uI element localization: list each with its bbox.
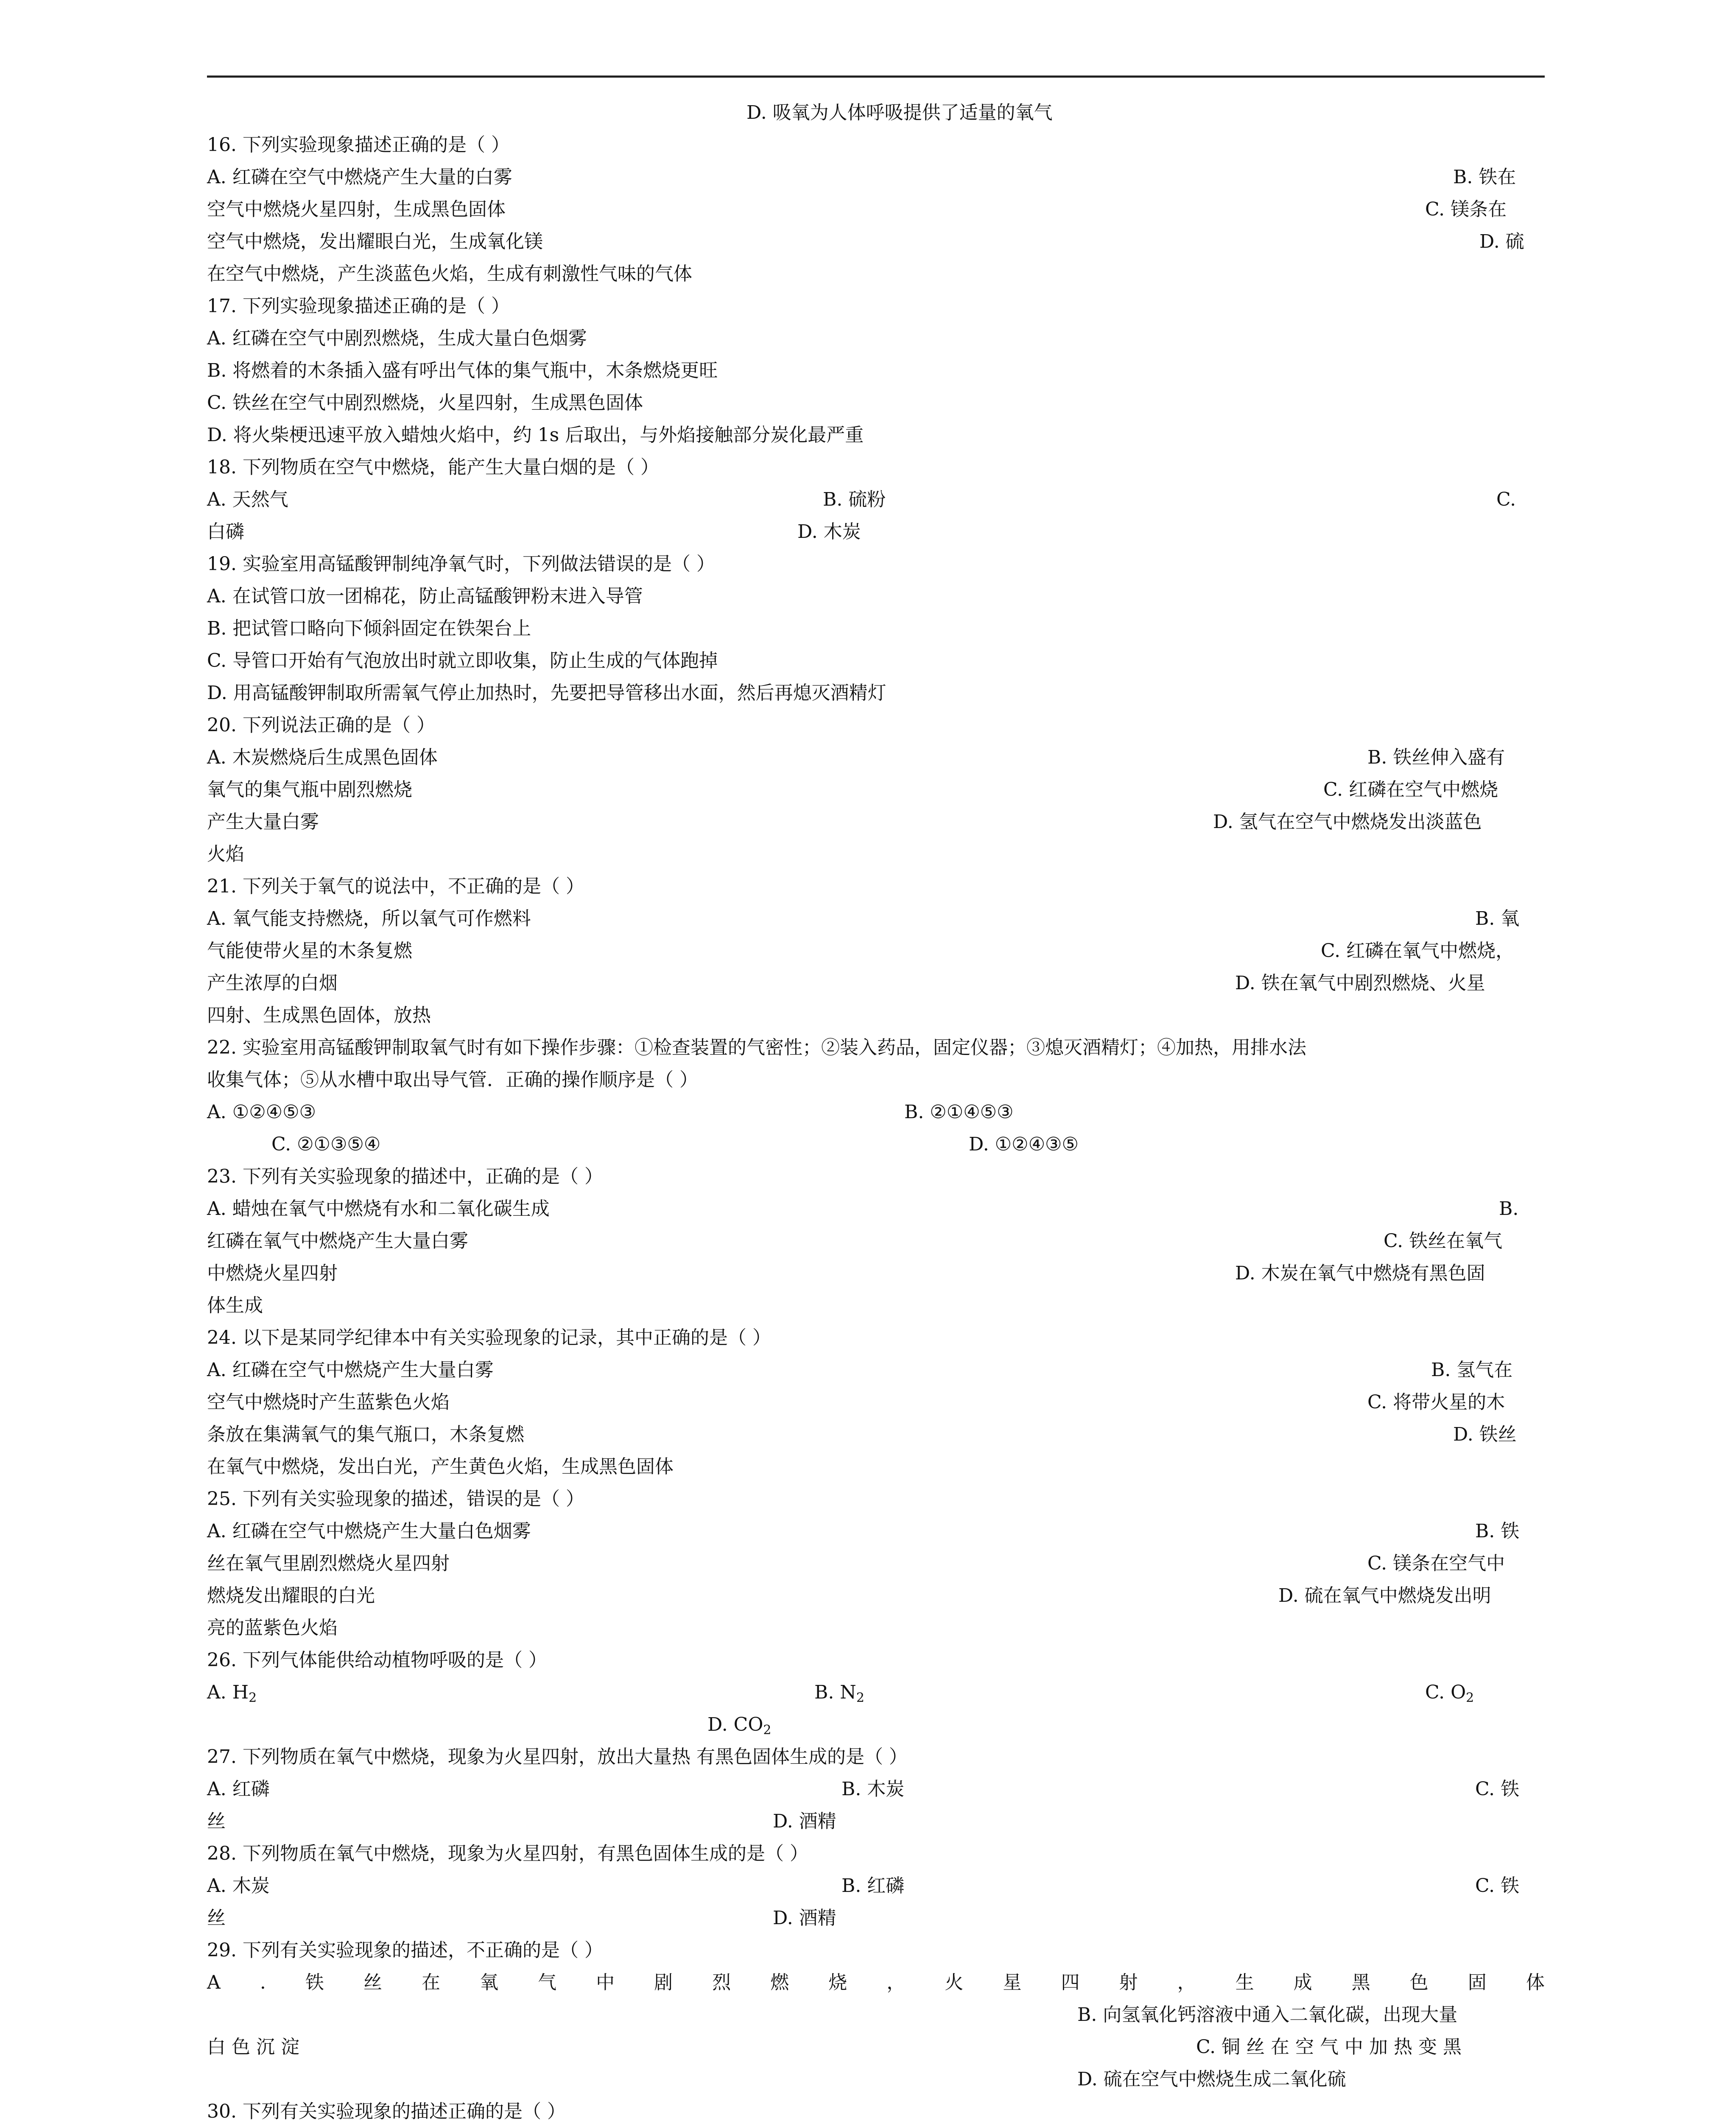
text-segment: A. 红磷在空气中燃烧产生大量白雾 [207,1359,494,1381]
text-segment: B. 硫粉 [823,489,886,510]
text-segment: 条放在集满氧气的集气瓶口，木条复燃 [207,1424,524,1445]
text-line [207,2031,1545,2063]
text-segment: D. 木炭在氧气中燃烧有黑色固 [1235,1262,1485,1284]
text-segment: C. 导管口开始有气泡放出时就立即收集，防止生成的气体跑掉 [207,650,718,672]
text-segment: D. 氢气在空气中燃烧发出淡蓝色 [1213,811,1482,833]
text-line [207,1741,1545,1773]
text-segment: D. 用高锰酸钾制取所需氧气停止加热时，先要把导管移出水面，然后再熄灭酒精灯 [207,682,886,704]
text-line [207,355,1545,387]
text-line [207,516,1545,548]
text-segment: 24. 以下是某同学纪律本中有关实验现象的记录，其中正确的是（ ） [207,1327,771,1349]
text-segment: 在氧气中燃烧，发出白光，产生黄色火焰，生成黑色固体 [207,1456,674,1477]
text-segment: 17. 下列实验现象描述正确的是（ ） [207,295,510,317]
text-line [207,1451,1545,1483]
text-line [207,870,1545,903]
text-line [207,451,1545,484]
text-line [207,1967,1545,1999]
text-line [207,226,1545,258]
text-line [207,1483,1545,1515]
text-segment: 氧气的集气瓶中剧烈燃烧 [207,779,412,800]
justified-text: A . 铁 丝 在 氧 气 中 剧 烈 燃 烧 ， 火 星 四 射 ， 生 成 黑 色 固 体 [207,1972,1545,1993]
text-segment: C. 铁 [1475,1875,1520,1897]
text-segment: C. 铁丝在氧气 [1384,1230,1503,1252]
text-line [207,1419,1545,1451]
text-segment: 29. 下列有关实验现象的描述，不正确的是（ ） [207,1939,603,1961]
text-line [207,1902,1545,1934]
text-line [207,1257,1545,1290]
text-segment: 火焰 [207,843,244,865]
text-segment: D. 硫在氧气中燃烧发出明 [1278,1585,1491,1606]
text-segment: B. 铁 [1475,1520,1520,1542]
text-segment: 产生大量白雾 [207,811,319,833]
text-segment: C. 镁条在 [1425,199,1507,220]
text-line [207,193,1545,226]
text-line [207,645,1545,677]
text-line [207,1612,1545,1644]
text-segment: D. ①②④③⑤ [969,1133,1079,1155]
text-segment: A. 氧气能支持燃烧，所以氧气可作燃料 [207,908,531,929]
text-segment: 空气中燃烧，发出耀眼白光，生成氧化镁 [207,231,543,252]
text-segment: 27. 下列物质在氧气中燃烧，现象为火星四射，放出大量热 有黑色固体生成的是（ ） [207,1746,908,1768]
text-line [207,1064,1545,1096]
text-segment: 亮的蓝紫色火焰 [207,1617,338,1639]
text-segment: 丝在氧气里剧烈燃烧火星四射 [207,1553,450,1574]
text-segment: 红磷在氧气中燃烧产生大量白雾 [207,1230,468,1252]
text-segment: B. 把试管口略向下倾斜固定在铁架台上 [207,618,531,639]
text-line [207,1290,1545,1322]
text-segment: 21. 下列关于氧气的说法中，不正确的是（ ） [207,876,584,897]
text-line [207,290,1545,322]
text-segment: 燃烧发出耀眼的白光 [207,1585,375,1606]
text-line [207,1838,1545,1870]
text-segment: B. 红磷 [841,1875,905,1897]
text-segment: D. 硫 [1479,231,1524,252]
text-segment: 气能使带火星的木条复燃 [207,940,412,962]
text-line [207,484,1545,516]
text-segment: A. 红磷在空气中燃烧产生大量的白雾 [207,166,512,188]
text-segment: C. 铜 丝 在 空 气 中 加 热 变 黑 [1196,2036,1462,2058]
text-segment: D. 铁在氧气中剧烈燃烧、火星 [1235,972,1485,994]
text-segment: 四射、生成黑色固体，放热 [207,1005,431,1026]
text-segment: 16. 下列实验现象描述正确的是（ ） [207,134,510,156]
text-line [207,1128,1545,1161]
header-rule [207,76,1545,78]
text-segment: 26. 下列气体能供给动植物呼吸的是（ ） [207,1649,547,1671]
text-line [207,1225,1545,1257]
text-segment: D. 铁丝 [1453,1424,1517,1445]
text-segment: 19. 实验室用高锰酸钾制纯净氧气时，下列做法错误的是（ ） [207,553,715,575]
text-segment: A. $H_2$ [207,1682,257,1705]
text-line [207,1547,1545,1580]
text-line [207,1032,1545,1064]
text-line [207,967,1545,999]
text-line [207,903,1545,935]
text-line [207,1322,1545,1354]
text-segment: D. 酒精 [773,1810,836,1832]
text-segment: 20. 下列说法正确的是（ ） [207,714,435,736]
text-line [207,322,1545,355]
text-line [207,709,1545,742]
text-segment: D. 将火柴梗迅速平放入蜡烛火焰中，约 1s 后取出，与外焰接触部分炭化最严重 [207,424,864,446]
text-line [207,419,1545,451]
text-segment: B. ②①④⑤③ [904,1101,1014,1123]
text-line [207,677,1545,709]
text-line [207,838,1545,870]
text-line [207,999,1545,1032]
text-segment: D. 酒精 [773,1907,836,1929]
text-line [207,1805,1545,1838]
text-segment: B. $N_2$ [814,1682,864,1705]
text-segment: 收集气体；⑤从水槽中取出导气管．正确的操作顺序是（ ） [207,1069,698,1091]
text-segment: 28. 下列物质在氧气中燃烧，现象为火星四射，有黑色固体生成的是（ ） [207,1843,808,1864]
text-segment: 在空气中燃烧，产生淡蓝色火焰，生成有刺激性气味的气体 [207,263,692,285]
text-line [207,774,1545,806]
text-segment: C. ②①③⑤④ [271,1133,381,1155]
text-segment: D. $CO_2$ [707,1714,772,1738]
text-line [207,1580,1545,1612]
text-segment: D. 吸氧为人体呼吸提供了适量的氧气 [746,102,1053,123]
text-segment: 空气中燃烧火星四射，生成黑色固体 [207,199,506,220]
text-line [207,1515,1545,1547]
text-line [207,1870,1545,1902]
text-segment: C. 铁丝在空气中剧烈燃烧，火星四射，生成黑色固体 [207,392,643,414]
text-segment: 空气中燃烧时产生蓝紫色火焰 [207,1391,450,1413]
text-segment: B. 向氢氧化钙溶液中通入二氧化碳，出现大量 [1077,2004,1458,2026]
text-segment: A. 红磷在空气中剧烈燃烧，生成大量白色烟雾 [207,327,587,349]
text-segment: A. 木炭燃烧后生成黑色固体 [207,747,438,768]
text-segment: 23. 下列有关实验现象的描述中，正确的是（ ） [207,1166,603,1187]
text-segment: D. 硫在空气中燃烧生成二氧化硫 [1077,2068,1346,2090]
text-segment: A. 在试管口放一团棉花，防止高锰酸钾粉末进入导管 [207,585,643,607]
text-line [207,935,1545,967]
text-segment: A. 木炭 [207,1875,270,1897]
text-line [207,129,1545,161]
text-segment: C. 红磷在氧气中燃烧， [1321,940,1515,962]
text-segment: B. 木炭 [841,1778,905,1800]
text-line [207,1644,1545,1676]
text-line [207,97,1545,129]
text-segment: B. 氢气在 [1431,1359,1513,1381]
text-line [207,1773,1545,1805]
text-segment: A. 红磷在空气中燃烧产生大量白色烟雾 [207,1520,531,1542]
text-segment: 丝 [207,1810,226,1832]
text-line [207,258,1545,290]
text-line [207,2096,1545,2121]
text-line [207,1193,1545,1225]
text-line [207,580,1545,613]
text-line [207,1386,1545,1419]
text-line [207,1934,1545,1967]
text-segment: A. 蜡烛在氧气中燃烧有水和二氧化碳生成 [207,1198,550,1220]
text-segment: B. 铁丝伸入盛有 [1367,747,1505,768]
text-segment: B. 将燃着的木条插入盛有呼出气体的集气瓶中，木条燃烧更旺 [207,360,718,381]
text-segment: C. 红磷在空气中燃烧 [1323,779,1498,800]
text-line [207,613,1545,645]
text-segment: C. 铁 [1475,1778,1520,1800]
text-segment: C. $O_2$ [1425,1682,1474,1705]
text-segment: 18. 下列物质在空气中燃烧，能产生大量白烟的是（ ） [207,456,659,478]
text-segment: 产生浓厚的白烟 [207,972,338,994]
text-segment: A. 红磷 [207,1778,270,1800]
text-segment: A. 天然气 [207,489,288,510]
text-segment: 中燃烧火星四射 [207,1262,338,1284]
text-segment: C. [1496,489,1516,510]
text-segment: C. 将带火星的木 [1367,1391,1505,1413]
text-line [207,742,1545,774]
text-line [207,161,1545,193]
text-segment: 白 色 沉 淀 [207,2036,299,2058]
text-line [207,806,1545,838]
text-line [207,548,1545,580]
text-segment: 25. 下列有关实验现象的描述，错误的是（ ） [207,1488,584,1510]
text-segment: C. 镁条在空气中 [1367,1553,1505,1574]
text-segment: B. [1499,1198,1519,1220]
text-line [207,1676,1545,1709]
text-segment: 体生成 [207,1295,263,1316]
text-line [207,387,1545,419]
text-segment: 丝 [207,1907,226,1929]
text-line [207,1161,1545,1193]
text-line [207,1354,1545,1386]
text-line [207,2063,1545,2096]
text-segment: 22. 实验室用高锰酸钾制取氧气时有如下操作步骤：①检查装置的气密性；②装入药品，固定仪器；③熄灭酒精灯；④加热，用排水法 [207,1037,1306,1058]
text-segment: B. 氧 [1475,908,1520,929]
text-segment: 白磷 [207,521,244,543]
text-segment: A. ①②④⑤③ [207,1101,316,1123]
text-line [207,1709,1545,1741]
text-line [207,1999,1545,2031]
text-segment: D. 木炭 [797,521,861,543]
text-line [207,1096,1545,1128]
text-segment: 30. 下列有关实验现象的描述正确的是（ ） [207,2101,566,2121]
text-segment: B. 铁在 [1453,166,1516,188]
